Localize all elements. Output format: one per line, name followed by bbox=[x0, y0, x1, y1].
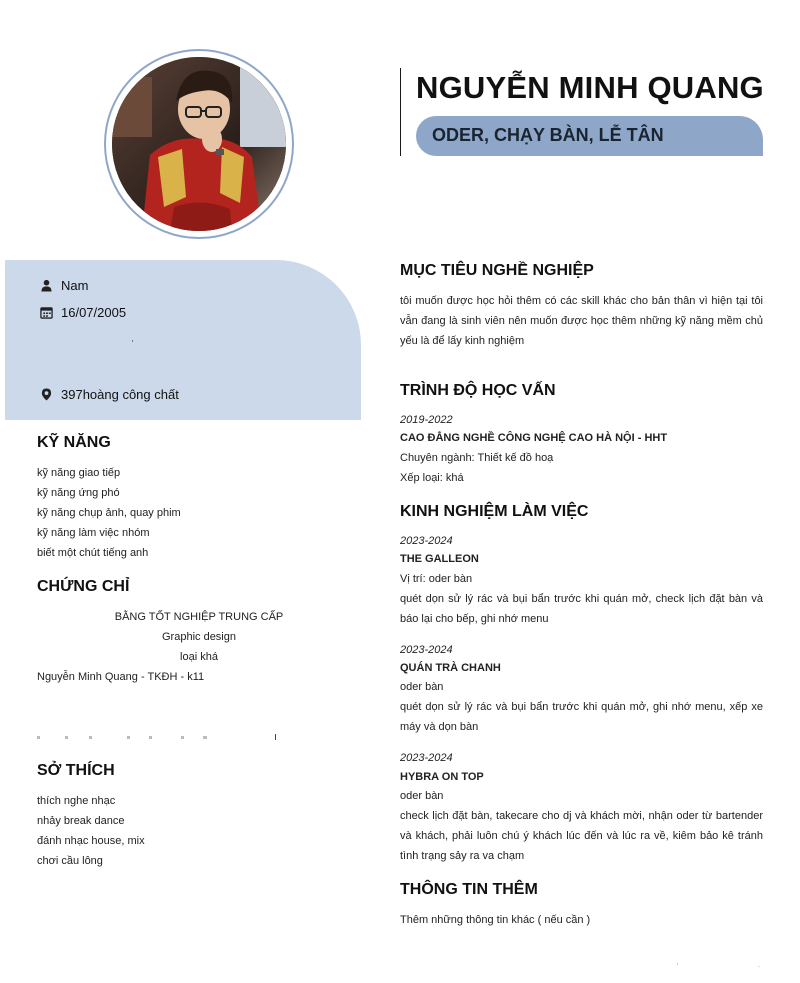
job-company: QUÁN TRÀ CHANH bbox=[400, 662, 501, 674]
contact-address bbox=[40, 387, 179, 402]
job-description: quét dọn sử lý rác và bụi bẩn trước khi quán mở, ghi nhớ menu, xếp xe máy và dọn bàn bbox=[400, 701, 763, 733]
additional-heading: THÔNG TIN THÊM bbox=[400, 881, 538, 898]
contact-birthday bbox=[40, 305, 126, 320]
calendar-icon bbox=[40, 306, 53, 319]
skills-heading: KỸ NĂNG bbox=[37, 434, 111, 451]
name-divider bbox=[400, 68, 401, 156]
profile-photo bbox=[112, 57, 286, 231]
job-role: Vị trí: oder bàn bbox=[400, 573, 473, 585]
education-school: CAO ĐẲNG NGHỀ CÔNG NGHỆ CAO HÀ NỘI - HHT bbox=[400, 432, 668, 444]
skill-item: kỹ năng ứng phó bbox=[37, 487, 120, 499]
job-description: check lịch đặt bàn, takecare cho dj và khách mời, nhận oder từ bartender và khách, phải luôn chú ý khách lúc đến và lúc ra về, kiêm bảo kê tránh tình trạng sảy ra va chạm bbox=[400, 810, 763, 862]
contact-gender bbox=[40, 278, 88, 293]
certificate-holder: Nguyễn Minh Quang - TKĐH - k11 bbox=[37, 671, 205, 683]
hobbies-heading: SỞ THÍCH bbox=[37, 762, 115, 779]
person-icon bbox=[40, 279, 53, 292]
objective-text: tôi muốn được học hỏi thêm có các skill khác cho bản thân vì hiện tại tôi vẫn đang là sinh viên nên muốn được học thêm những kỹ năng mềm chủ yếu là để lấy kinh nghiệm bbox=[400, 295, 763, 347]
gender-value: Nam bbox=[61, 278, 89, 293]
page-mark: · bbox=[758, 964, 760, 970]
certificate-line: BẰNG TỐT NGHIỆP TRUNG CẤP bbox=[114, 611, 284, 623]
skill-item: kỹ năng chụp ảnh, quay phim bbox=[37, 507, 181, 519]
job-role: oder bàn bbox=[400, 790, 444, 802]
full-name: NGUYỄN MINH QUANG bbox=[416, 70, 764, 105]
certificate-line: Graphic design bbox=[162, 631, 236, 643]
job-company: HYBRA ON TOP bbox=[400, 771, 484, 783]
location-pin-icon bbox=[40, 388, 53, 401]
address-value: 397hoàng công chất bbox=[61, 387, 179, 402]
objective-heading: MỤC TIÊU NGHỀ NGHIỆP bbox=[400, 262, 594, 279]
position-title: ODER, CHẠY BÀN, LỄ TÂN bbox=[432, 125, 664, 145]
certificate-line: loại khá bbox=[180, 651, 218, 663]
experience-heading: KINH NGHIỆM LÀM VIỆC bbox=[400, 503, 589, 520]
certificates-heading: CHỨNG CHỈ bbox=[37, 578, 130, 595]
panel-speck bbox=[132, 340, 133, 342]
education-heading: TRÌNH ĐỘ HỌC VẤN bbox=[400, 382, 556, 399]
education-period: 2019-2022 bbox=[400, 414, 453, 426]
hobby-item: nhảy break dance bbox=[37, 815, 125, 827]
skill-item: biết một chút tiếng anh bbox=[37, 547, 149, 559]
job-period: 2023-2024 bbox=[400, 535, 453, 547]
hobby-item: chơi cầu lông bbox=[37, 855, 103, 867]
job-role: oder bàn bbox=[400, 681, 444, 693]
hobby-item: đánh nhạc house, mix bbox=[37, 835, 145, 847]
job-description: quét dọn sử lý rác và bụi bẩn trước khi quán mở, check lịch đặt bàn và báo lại cho bếp, ghi nhớ menu bbox=[400, 593, 763, 625]
birthday-value: 16/07/2005 bbox=[61, 305, 127, 320]
job-company: THE GALLEON bbox=[400, 553, 479, 565]
education-major: Chuyên ngành: Thiết kế đồ hoạ bbox=[400, 452, 554, 464]
page-mark: ' bbox=[677, 964, 679, 970]
render-artifact bbox=[37, 734, 277, 742]
skill-item: kỹ năng làm việc nhóm bbox=[37, 527, 150, 539]
education-grade: Xếp loại: khá bbox=[400, 472, 464, 484]
job-period: 2023-2024 bbox=[400, 644, 453, 656]
skill-item: kỹ năng giao tiếp bbox=[37, 467, 121, 479]
additional-text: Thêm những thông tin khác ( nếu cần ) bbox=[400, 914, 591, 926]
job-period: 2023-2024 bbox=[400, 752, 453, 764]
avatar bbox=[112, 57, 286, 231]
hobby-item: thích nghe nhạc bbox=[37, 795, 116, 807]
